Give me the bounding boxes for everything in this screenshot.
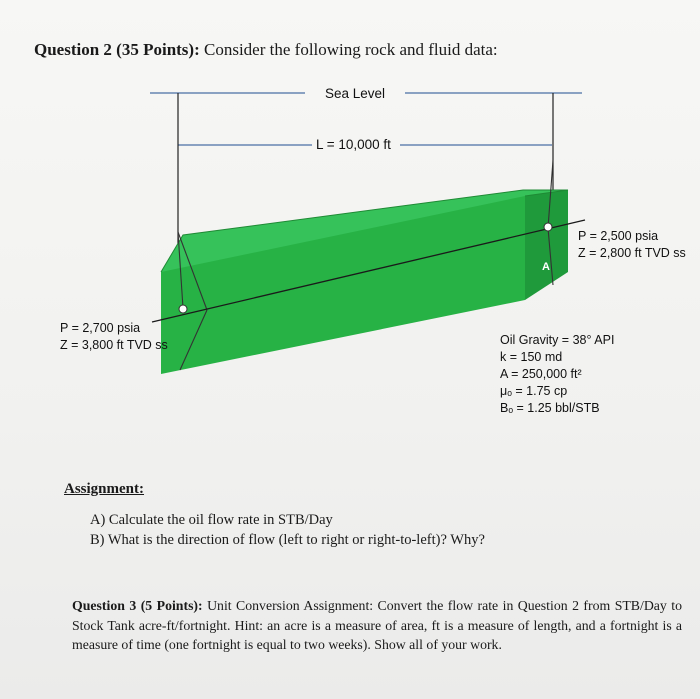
right-point-marker [544, 223, 552, 231]
property-permeability: k = 150 md [500, 350, 563, 364]
left-depth-label: Z = 3,800 ft TVD ss [60, 338, 168, 352]
question-3-text: Unit Conversion Assignment: Convert the flow rate in Question 2 from STB/Day to Stock Tank acre-ft/fortnight. Hint: an acre is a measure of area, ft is a measure of length, and a fortnight is a measure of time (one fortnight is equal to two weeks). Show all of your work. [72, 598, 682, 652]
property-area: A = 250,000 ft² [500, 367, 582, 381]
assignment-item-b: B) What is the direction of flow (left to right or right-to-left)? Why? [90, 532, 485, 548]
question-2-title: Question 2 (35 Points): [34, 40, 200, 59]
question-2-text: Consider the following rock and fluid data: [204, 40, 498, 59]
question-3-block [72, 596, 682, 655]
right-pressure-label: P = 2,500 psia [578, 229, 659, 243]
block-right-face [525, 190, 568, 300]
property-oil-gravity: Oil Gravity = 38° API [500, 333, 615, 347]
length-label: L = 10,000 ft [316, 137, 391, 152]
property-fvf: Bₒ = 1.25 bbl/STB [500, 401, 600, 415]
right-depth-label: Z = 2,800 ft TVD ss [578, 246, 686, 260]
assignment-title: Assignment: [64, 481, 145, 497]
left-point-marker [179, 305, 187, 313]
point-a-label: A [542, 261, 550, 273]
property-viscosity: μₒ = 1.75 cp [500, 384, 568, 398]
sea-level-label: Sea Level [325, 86, 386, 101]
left-pressure-label: P = 2,700 psia [60, 321, 141, 335]
assignment-item-a: A) Calculate the oil flow rate in STB/Day [90, 512, 333, 528]
question-3-title: Question 3 (5 Points): [72, 598, 203, 613]
